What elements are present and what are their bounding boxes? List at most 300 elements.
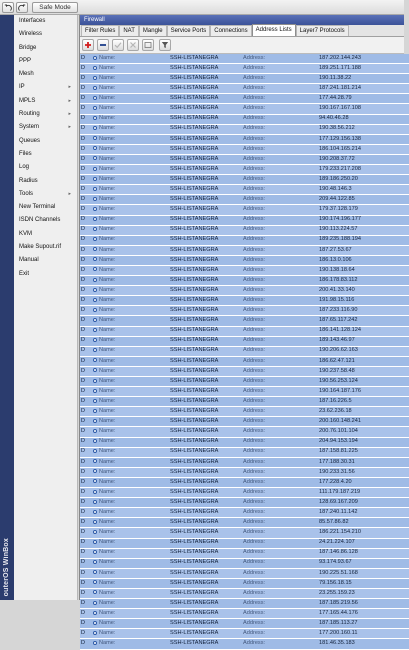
- address-value: 186.62.47.121: [319, 356, 405, 366]
- entry-icon: [93, 278, 97, 282]
- table-row[interactable]: [80, 639, 409, 649]
- address-value: 187.241.181.214: [319, 84, 405, 94]
- tab-bar: [80, 25, 404, 37]
- row-flag: D: [80, 276, 93, 286]
- list-name: SSH-LISTANEGRA: [170, 467, 243, 477]
- table-row[interactable]: [80, 437, 409, 447]
- address-label: Address:: [243, 588, 319, 598]
- name-label: Name:: [99, 498, 170, 508]
- row-end: [405, 427, 409, 437]
- table-row[interactable]: [80, 124, 409, 134]
- entry-icon: [93, 550, 97, 554]
- address-value: 190.56.253.124: [319, 377, 405, 387]
- row-end: [405, 588, 409, 598]
- name-label: Name:: [99, 74, 170, 84]
- address-value: 187.16.226.5: [319, 397, 405, 407]
- table-row[interactable]: [80, 215, 409, 225]
- table-row[interactable]: [80, 538, 409, 548]
- table-row[interactable]: [80, 599, 409, 609]
- row-end: [405, 255, 409, 265]
- list-name: SSH-LISTANEGRA: [170, 316, 243, 326]
- table-row[interactable]: [80, 346, 409, 356]
- address-value: 94.40.46.28: [319, 114, 405, 124]
- row-flag: D: [80, 306, 93, 316]
- sidebar-item-label: New Terminal: [19, 204, 56, 211]
- sidebar-item[interactable]: [14, 135, 77, 148]
- remove-button[interactable]: [97, 39, 109, 51]
- sidebar-item-label: Routing: [19, 111, 40, 118]
- sidebar-item[interactable]: [14, 254, 77, 267]
- address-label: Address:: [243, 457, 319, 467]
- address-value: 177.188.30.31: [319, 457, 405, 467]
- table-row[interactable]: [80, 548, 409, 558]
- entry-icon: [93, 66, 97, 70]
- table-row[interactable]: [80, 94, 409, 104]
- list-name: SSH-LISTANEGRA: [170, 74, 243, 84]
- table-row[interactable]: [80, 74, 409, 84]
- table-row[interactable]: [80, 225, 409, 235]
- list-name: SSH-LISTANEGRA: [170, 356, 243, 366]
- address-list-table: [80, 54, 405, 647]
- address-label: Address:: [243, 437, 319, 447]
- row-end: [405, 417, 409, 427]
- entry-icon: [93, 560, 97, 564]
- row-end: [405, 498, 409, 508]
- table-row[interactable]: [80, 488, 409, 498]
- row-flag: D: [80, 134, 93, 144]
- name-label: Name:: [99, 518, 170, 528]
- sidebar-item[interactable]: [14, 55, 77, 68]
- table-row[interactable]: [80, 104, 409, 114]
- list-name: SSH-LISTANEGRA: [170, 588, 243, 598]
- address-label: Address:: [243, 356, 319, 366]
- row-flag: D: [80, 356, 93, 366]
- row-end: [405, 225, 409, 235]
- row-flag: D: [80, 457, 93, 467]
- firewall-window: [79, 15, 404, 647]
- sidebar-item[interactable]: [14, 42, 77, 55]
- list-name: SSH-LISTANEGRA: [170, 639, 243, 649]
- table-row[interactable]: [80, 185, 409, 195]
- name-label: Name:: [99, 619, 170, 629]
- row-flag: D: [80, 629, 93, 639]
- address-label: Address:: [243, 568, 319, 578]
- table-row[interactable]: [80, 144, 409, 154]
- sidebar-item[interactable]: [14, 95, 77, 108]
- window-title[interactable]: Firewall: [80, 15, 404, 25]
- name-label: Name:: [99, 185, 170, 195]
- entry-icon: [93, 570, 97, 574]
- row-end: [405, 235, 409, 245]
- address-value: 128.69.167.209: [319, 498, 405, 508]
- table-row[interactable]: [80, 568, 409, 578]
- sidebar-item[interactable]: [14, 15, 77, 28]
- table-row[interactable]: [80, 366, 409, 376]
- name-label: Name:: [99, 457, 170, 467]
- table-row[interactable]: [80, 528, 409, 538]
- sidebar-item[interactable]: [14, 121, 77, 134]
- row-flag: D: [80, 548, 93, 558]
- submenu-arrow-icon: ▸: [68, 84, 71, 91]
- address-label: Address:: [243, 447, 319, 457]
- address-label: Address:: [243, 114, 319, 124]
- table-row[interactable]: [80, 265, 409, 275]
- list-name: SSH-LISTANEGRA: [170, 215, 243, 225]
- list-name: SSH-LISTANEGRA: [170, 498, 243, 508]
- row-flag: D: [80, 144, 93, 154]
- row-end: [405, 558, 409, 568]
- entry-icon: [93, 116, 97, 120]
- address-value: 177.228.4.20: [319, 477, 405, 487]
- table-row[interactable]: [80, 64, 409, 74]
- name-label: Name:: [99, 124, 170, 134]
- tab[interactable]: Layer7 Protocols: [296, 25, 349, 36]
- list-name: SSH-LISTANEGRA: [170, 508, 243, 518]
- table-row[interactable]: [80, 336, 409, 346]
- entry-icon: [93, 429, 97, 433]
- table-row[interactable]: [80, 276, 409, 286]
- table-row[interactable]: [80, 245, 409, 255]
- list-name: SSH-LISTANEGRA: [170, 134, 243, 144]
- row-end: [405, 578, 409, 588]
- row-flag: D: [80, 235, 93, 245]
- table-row[interactable]: [80, 427, 409, 437]
- row-flag: D: [80, 619, 93, 629]
- row-end: [405, 619, 409, 629]
- row-end: [405, 296, 409, 306]
- sidebar-item-label: Make Supout.rif: [19, 244, 62, 251]
- table-row[interactable]: [80, 467, 409, 477]
- enable-button[interactable]: [112, 39, 124, 51]
- list-name: SSH-LISTANEGRA: [170, 397, 243, 407]
- address-value: 190.48.146.3: [319, 185, 405, 195]
- row-end: [405, 144, 409, 154]
- table-row[interactable]: [80, 629, 409, 639]
- address-label: Address:: [243, 175, 319, 185]
- address-label: Address:: [243, 134, 319, 144]
- sidebar-item-label: KVM: [19, 230, 33, 237]
- sidebar-item[interactable]: [14, 175, 77, 188]
- table-row[interactable]: [80, 255, 409, 265]
- add-button[interactable]: [82, 39, 94, 51]
- table-row[interactable]: [80, 296, 409, 306]
- name-label: Name:: [99, 255, 170, 265]
- row-end: [405, 508, 409, 518]
- table-row[interactable]: [80, 175, 409, 185]
- table-row[interactable]: [80, 165, 409, 175]
- row-flag: D: [80, 296, 93, 306]
- name-label: Name:: [99, 265, 170, 275]
- address-label: Address:: [243, 94, 319, 104]
- row-end: [405, 346, 409, 356]
- address-value: 187.27.53.67: [319, 245, 405, 255]
- address-label: Address:: [243, 629, 319, 639]
- sidebar-item[interactable]: [14, 241, 77, 254]
- address-value: 187.185.219.56: [319, 599, 405, 609]
- list-name: SSH-LISTANEGRA: [170, 64, 243, 74]
- address-value: 23.255.159.23: [319, 588, 405, 598]
- address-value: 189.251.171.188: [319, 64, 405, 74]
- list-name: SSH-LISTANEGRA: [170, 276, 243, 286]
- sidebar-item-label: IP: [19, 84, 25, 91]
- table-row[interactable]: [80, 205, 409, 215]
- name-label: Name:: [99, 154, 170, 164]
- name-label: Name:: [99, 417, 170, 427]
- table-row[interactable]: [80, 477, 409, 487]
- address-value: 177.165.44.176: [319, 609, 405, 619]
- sidebar-item[interactable]: [14, 148, 77, 161]
- table-row[interactable]: [80, 397, 409, 407]
- table-row[interactable]: [80, 518, 409, 528]
- entry-icon: [93, 500, 97, 504]
- row-end: [405, 548, 409, 558]
- name-label: Name:: [99, 175, 170, 185]
- name-label: Name:: [99, 477, 170, 487]
- table-row[interactable]: [80, 447, 409, 457]
- name-label: Name:: [99, 54, 170, 64]
- row-flag: D: [80, 286, 93, 296]
- table-row[interactable]: [80, 558, 409, 568]
- row-flag: D: [80, 427, 93, 437]
- sidebar-item[interactable]: [14, 81, 77, 94]
- table-row[interactable]: [80, 114, 409, 124]
- list-name: SSH-LISTANEGRA: [170, 175, 243, 185]
- name-label: Name:: [99, 326, 170, 336]
- table-row[interactable]: [80, 377, 409, 387]
- name-label: Name:: [99, 165, 170, 175]
- list-name: SSH-LISTANEGRA: [170, 599, 243, 609]
- address-value: 190.138.18.64: [319, 265, 405, 275]
- row-flag: D: [80, 588, 93, 598]
- address-value: 187.240.11.142: [319, 508, 405, 518]
- row-flag: D: [80, 265, 93, 275]
- row-end: [405, 336, 409, 346]
- list-name: SSH-LISTANEGRA: [170, 538, 243, 548]
- address-label: Address:: [243, 407, 319, 417]
- name-label: Name:: [99, 366, 170, 376]
- table-row[interactable]: [80, 316, 409, 326]
- list-name: SSH-LISTANEGRA: [170, 619, 243, 629]
- row-flag: D: [80, 336, 93, 346]
- row-flag: D: [80, 578, 93, 588]
- table-row[interactable]: [80, 54, 409, 64]
- disable-button[interactable]: [127, 39, 139, 51]
- entry-icon: [93, 389, 97, 393]
- row-flag: D: [80, 154, 93, 164]
- row-end: [405, 195, 409, 205]
- address-value: 79.156.18.15: [319, 578, 405, 588]
- tab[interactable]: Filter Rules: [81, 25, 119, 36]
- tab[interactable]: Address Lists: [252, 24, 296, 36]
- submenu-arrow-icon: ▸: [68, 124, 71, 131]
- address-value: 190.233.31.56: [319, 467, 405, 477]
- row-flag: D: [80, 64, 93, 74]
- entry-icon: [93, 217, 97, 221]
- name-label: Name:: [99, 588, 170, 598]
- table-row[interactable]: [80, 578, 409, 588]
- table-row[interactable]: [80, 387, 409, 397]
- name-label: Name:: [99, 336, 170, 346]
- table-row[interactable]: [80, 286, 409, 296]
- address-label: Address:: [243, 498, 319, 508]
- name-label: Name:: [99, 568, 170, 578]
- entry-icon: [93, 126, 97, 130]
- row-flag: D: [80, 377, 93, 387]
- table-row[interactable]: [80, 154, 409, 164]
- entry-icon: [93, 197, 97, 201]
- table-row[interactable]: [80, 508, 409, 518]
- name-label: Name:: [99, 397, 170, 407]
- address-value: 204.94.153.194: [319, 437, 405, 447]
- row-end: [405, 114, 409, 124]
- sidebar-item[interactable]: [14, 188, 77, 201]
- address-value: 200.160.148.241: [319, 417, 405, 427]
- address-label: Address:: [243, 185, 319, 195]
- entry-icon: [93, 490, 97, 494]
- table-row[interactable]: [80, 356, 409, 366]
- row-end: [405, 356, 409, 366]
- list-name: SSH-LISTANEGRA: [170, 447, 243, 457]
- table-row[interactable]: [80, 619, 409, 629]
- list-name: SSH-LISTANEGRA: [170, 427, 243, 437]
- address-label: Address:: [243, 326, 319, 336]
- address-label: Address:: [243, 205, 319, 215]
- entry-icon: [93, 368, 97, 372]
- sidebar-item-label: Radius: [19, 177, 38, 184]
- tab[interactable]: Connections: [210, 25, 251, 36]
- sidebar-item-label: PPP: [19, 57, 32, 64]
- entry-icon: [93, 328, 97, 332]
- row-end: [405, 54, 409, 64]
- row-flag: D: [80, 568, 93, 578]
- table-row[interactable]: [80, 417, 409, 427]
- address-label: Address:: [243, 548, 319, 558]
- tab[interactable]: Mangle: [139, 25, 167, 36]
- row-end: [405, 134, 409, 144]
- table-row[interactable]: [80, 195, 409, 205]
- list-name: SSH-LISTANEGRA: [170, 528, 243, 538]
- row-end: [405, 286, 409, 296]
- address-value: 190.167.167.108: [319, 104, 405, 114]
- table-row[interactable]: [80, 498, 409, 508]
- address-value: 186.13.0.106: [319, 255, 405, 265]
- address-label: Address:: [243, 346, 319, 356]
- entry-icon: [93, 146, 97, 150]
- sidebar-item[interactable]: [14, 201, 77, 214]
- table-row[interactable]: [80, 134, 409, 144]
- row-end: [405, 488, 409, 498]
- row-flag: D: [80, 518, 93, 528]
- table-row[interactable]: [80, 609, 409, 619]
- address-label: Address:: [243, 64, 319, 74]
- row-end: [405, 568, 409, 578]
- table-row[interactable]: [80, 235, 409, 245]
- row-end: [405, 609, 409, 619]
- name-label: Name:: [99, 639, 170, 649]
- sidebar-item-label: Exit: [19, 270, 30, 277]
- brand-label: outerOS WinBox: [3, 537, 10, 596]
- sidebar-item[interactable]: [14, 268, 77, 281]
- sidebar-item[interactable]: [14, 161, 77, 174]
- entry-icon: [93, 409, 97, 413]
- address-value: 177.200.160.11: [319, 629, 405, 639]
- tab[interactable]: Service Ports: [167, 25, 211, 36]
- undo-arrow-icon: [4, 4, 12, 12]
- list-name: SSH-LISTANEGRA: [170, 144, 243, 154]
- redo-button[interactable]: [16, 2, 28, 13]
- name-label: Name:: [99, 316, 170, 326]
- entry-icon: [93, 318, 97, 322]
- entry-icon: [93, 187, 97, 191]
- row-end: [405, 528, 409, 538]
- list-name: SSH-LISTANEGRA: [170, 477, 243, 487]
- table-row[interactable]: [80, 588, 409, 598]
- list-name: SSH-LISTANEGRA: [170, 296, 243, 306]
- address-label: Address:: [243, 609, 319, 619]
- sidebar-item[interactable]: [14, 228, 77, 241]
- address-label: Address:: [243, 599, 319, 609]
- tab[interactable]: NAT: [119, 25, 139, 36]
- table-row[interactable]: [80, 84, 409, 94]
- row-end: [405, 437, 409, 447]
- table-row[interactable]: [80, 306, 409, 316]
- address-value: 186.141.128.124: [319, 326, 405, 336]
- sidebar-item-label: MPLS: [19, 97, 36, 104]
- entry-icon: [93, 611, 97, 615]
- undo-button[interactable]: [2, 2, 14, 13]
- address-label: Address:: [243, 578, 319, 588]
- sidebar-item-label: Log: [19, 164, 30, 171]
- sidebar-item[interactable]: [14, 108, 77, 121]
- list-name: SSH-LISTANEGRA: [170, 306, 243, 316]
- list-name: SSH-LISTANEGRA: [170, 387, 243, 397]
- row-flag: D: [80, 205, 93, 215]
- table-row[interactable]: [80, 407, 409, 417]
- list-name: SSH-LISTANEGRA: [170, 366, 243, 376]
- address-value: 189.143.46.97: [319, 336, 405, 346]
- sidebar-item[interactable]: [14, 28, 77, 41]
- comment-icon: [144, 41, 152, 49]
- address-value: 93.174.93.67: [319, 558, 405, 568]
- row-flag: D: [80, 245, 93, 255]
- sidebar-menu: [14, 15, 78, 600]
- safe-mode-button[interactable]: Safe Mode: [32, 2, 78, 13]
- list-name: SSH-LISTANEGRA: [170, 609, 243, 619]
- sidebar-item[interactable]: [14, 214, 77, 227]
- winbox-brand-strip: [0, 15, 14, 600]
- row-flag: D: [80, 437, 93, 447]
- table-row[interactable]: [80, 457, 409, 467]
- name-label: Name:: [99, 437, 170, 447]
- table-row[interactable]: [80, 326, 409, 336]
- row-end: [405, 467, 409, 477]
- entry-icon: [93, 399, 97, 403]
- row-flag: D: [80, 397, 93, 407]
- name-label: Name:: [99, 306, 170, 316]
- row-flag: D: [80, 104, 93, 114]
- address-label: Address:: [243, 558, 319, 568]
- address-value: 190.237.58.48: [319, 366, 405, 376]
- address-label: Address:: [243, 84, 319, 94]
- filter-button[interactable]: [159, 39, 171, 51]
- sidebar-item[interactable]: [14, 68, 77, 81]
- entry-icon: [93, 96, 97, 100]
- sidebar-item-label: Interfaces: [19, 18, 46, 24]
- row-end: [405, 599, 409, 609]
- address-value: 177.129.156.138: [319, 134, 405, 144]
- entry-icon: [93, 641, 97, 645]
- comment-button[interactable]: [142, 39, 154, 51]
